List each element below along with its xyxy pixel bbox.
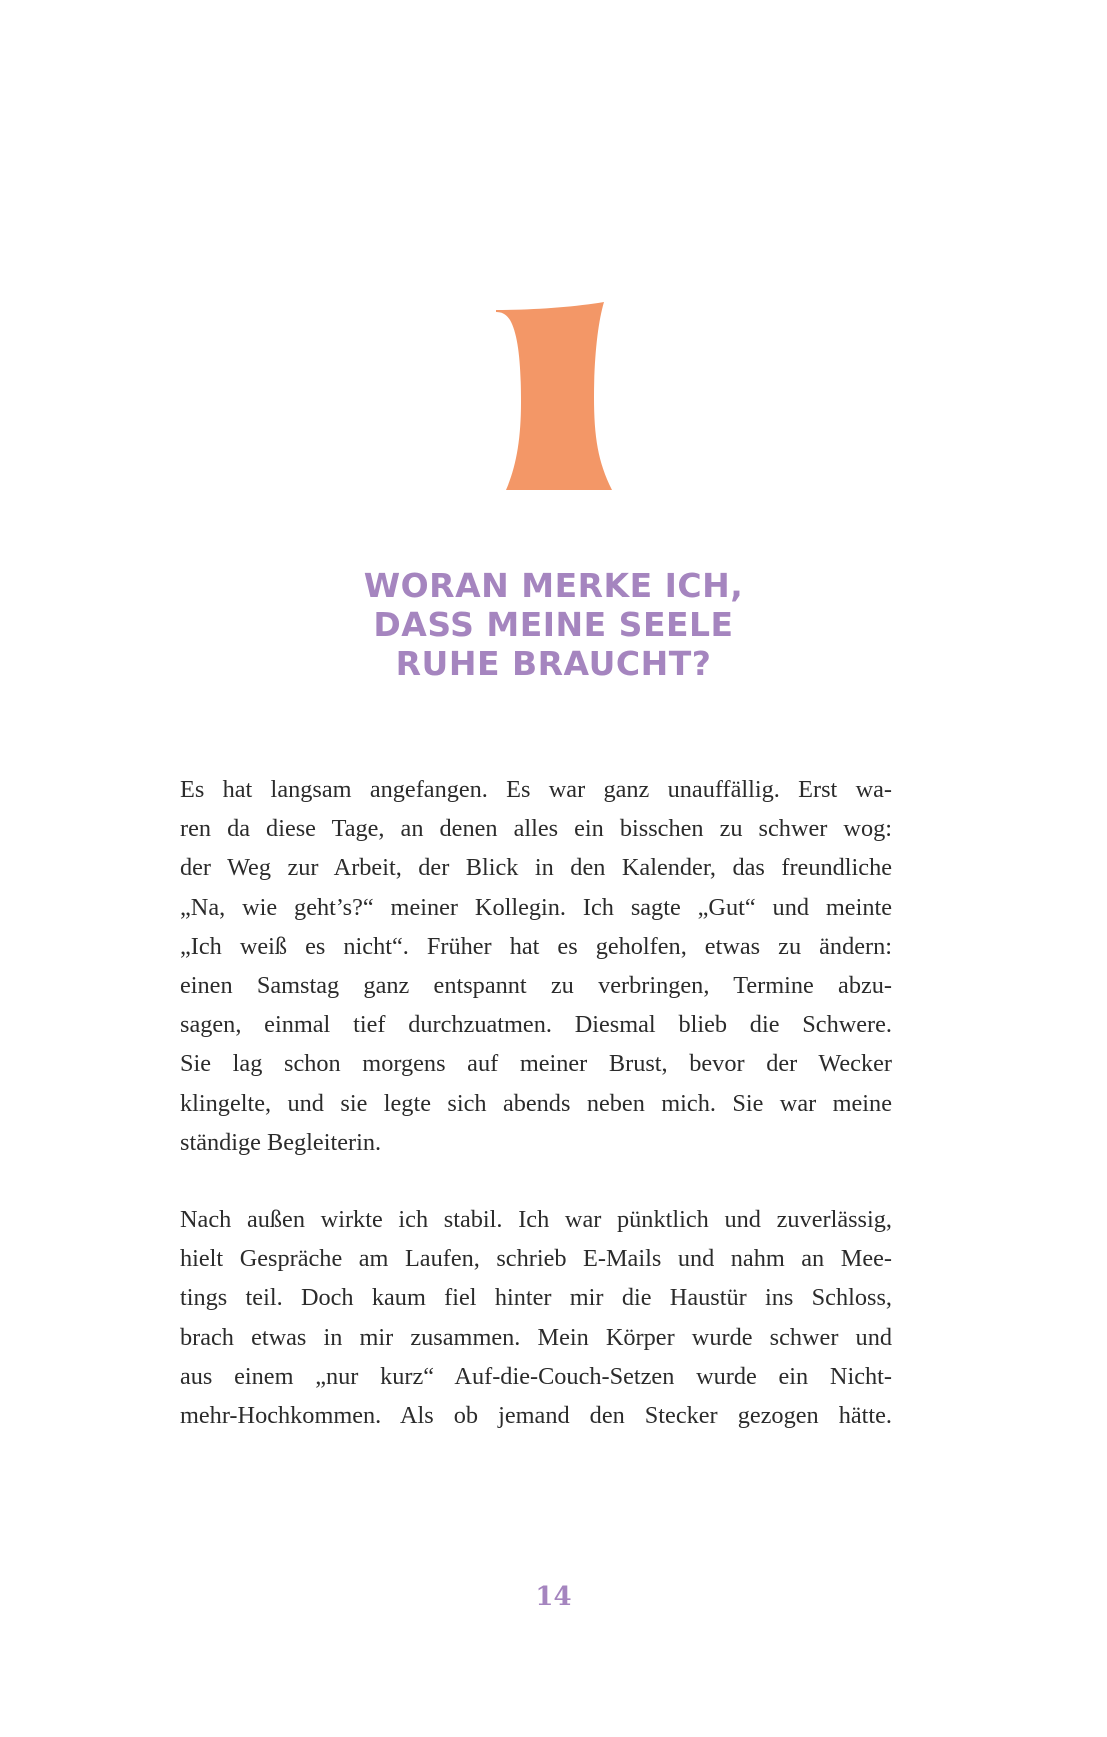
text-line: klingelte, und sie legte sich abends neben mich. Sie war meine [180, 1089, 892, 1117]
text-line: der Weg zur Arbeit, der Blick in den Kalender, das freundliche [180, 854, 892, 882]
text-line: brach etwas in mir zusammen. Mein Körper wurde schwer und [180, 1323, 892, 1351]
chapter-title-line: RUHE BRAUCHT? [395, 644, 712, 683]
paragraph [180, 1200, 892, 1435]
text-line: mehr-Hochkommen. Als ob jemand den Stecker gezogen hätte. [180, 1402, 892, 1430]
chapter-number-glyph [494, 302, 614, 490]
text-line: ständige Begleiterin. [180, 1128, 382, 1156]
text-line: hielt Gespräche am Laufen, schrieb E-Mails und nahm an Mee- [180, 1245, 892, 1273]
text-line: Sie lag schon morgens auf meiner Brust, bevor der Wecker [180, 1050, 892, 1078]
chapter-number [0, 302, 1107, 490]
text-line: tings teil. Doch kaum fiel hinter mir die Haustür ins Schloss, [180, 1284, 892, 1312]
text-line: aus einem „nur kurz“ Auf-die-Couch-Setzen wurde ein Nicht- [180, 1362, 892, 1390]
body-text [180, 770, 892, 1473]
text-line: einen Samstag ganz entspannt zu verbringen, Termine abzu- [180, 972, 892, 1000]
chapter-title-line: WORAN MERKE ICH, [363, 566, 744, 605]
text-line: ren da diese Tage, an denen alles ein bisschen zu schwer wog: [180, 815, 892, 843]
text-line: „Na, wie geht’s?“ meiner Kollegin. Ich sagte „Gut“ und meinte [180, 893, 892, 921]
text-line: Nach außen wirkte ich stabil. Ich war pünktlich und zuverlässig, [180, 1206, 892, 1234]
chapter-title [0, 566, 1107, 683]
chapter-title-line: DASS MEINE SEELE [373, 605, 734, 644]
text-line: sagen, einmal tief durchzuatmen. Diesmal blieb die Schwere. [180, 1011, 892, 1039]
page-number: 14 [535, 1582, 572, 1612]
text-line: Es hat langsam angefangen. Es war ganz unauffällig. Erst wa- [180, 776, 892, 803]
text-line: „Ich weiß es nicht“. Früher hat es geholfen, etwas zu ändern: [180, 932, 892, 960]
paragraph [180, 770, 892, 1162]
